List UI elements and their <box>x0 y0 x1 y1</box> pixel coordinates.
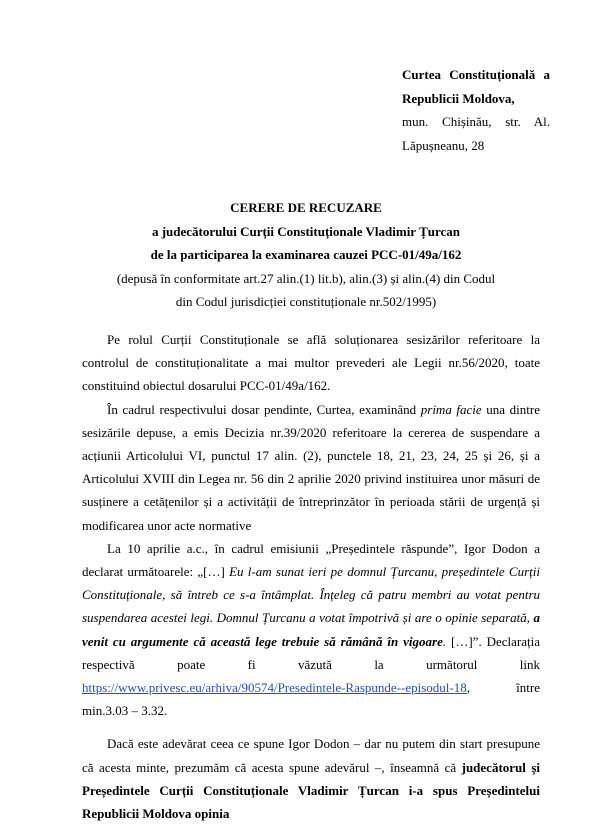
addressee-line-4: Lăpușneanu, 28 <box>402 137 485 153</box>
document-subtitle-1: a judecătorului Curții Constituționale Vladimir Țurcan <box>151 223 461 239</box>
document-note-2: din Codul jurisdicției constituționale nr.502/1995) <box>175 294 437 309</box>
addressee-line-2: Republicii Moldova, <box>402 90 515 106</box>
paragraph-1-text: Pe rolul Curții Constituționale se află soluționarea sesizărilor referitoare la controlul de constituționalitate a mai multor prevederi ale Legii nr.56/2020, toate constituind obiectul dosarului PCC-01/49a/162. <box>82 332 540 394</box>
document-heading: CERERE DE RECUZARE <box>230 200 382 215</box>
title-block <box>60 196 552 314</box>
paragraph-1 <box>82 328 540 398</box>
paragraph-2-text-b: una dintre sesizările depuse, a emis Decizia nr.39/2020 referitoare la cererea de suspendare a acțiunii Articolului VI, punctul 17 alin. (2), punctele 18, 21, 23, 24, 25 și 26, și a Articolului XVIII din Legea nr. 56 din 2 aprilie 2020 privind instituirea unor măsuri de susținere a cetățenilor și a activității de întreprinzător în perioada stării de urgență și modificarea unor acte normative <box>82 401 540 533</box>
paragraph-3-quote-italic: Eu l-am sunat ieri pe domnul Țurcanu, președintele Curții Constituționale, să întreb ce s-a întâmplat. Înțeleg că patru membri au votat pentru suspendarea acestei legi. Domnul Țurcanu a votat împotrivă și are o opinie separată, <box>82 564 540 626</box>
paragraph-2 <box>82 398 540 537</box>
paragraph-3-text-b: […]”. Declarația respectivă poate fi văzută la următorul link <box>82 633 540 672</box>
document-note-1: (depusă în conformitate art.27 alin.(1) lit.b), alin.(3) și alin.(4) din Codul <box>116 270 496 286</box>
paragraph-4 <box>82 732 540 825</box>
document-subtitle-2: de la participarea la examinarea cauzei PCC-01/49a/162 <box>150 247 462 262</box>
paragraph-3-quote-end: . <box>442 633 447 649</box>
paragraph-2-text-a: În cadrul respectivului dosar pendinte, Curtea, examinând <box>107 401 421 417</box>
addressee-block <box>402 63 550 157</box>
paragraph-4-bold: judecătorul și Președintele Curții Constituționale Vladimir Țurcan i-a spus Președintelui Republicii Moldova opinia <box>82 759 540 822</box>
paragraph-3-text-a: La 10 aprilie a.c., în cadrul emisiunii „Președintele răspunde”, Igor Dodon a declarat următoarele: „[…] <box>82 540 540 580</box>
paragraph-3-text-c: , între min.3.03 – 3.32. <box>82 680 540 719</box>
paragraph-4-text-a: Dacă este adevărat ceea ce spune Igor Dodon – dar nu putem din start presupune că acesta minte, prezumăm că acesta spune adevărul –, înseamnă că <box>82 736 540 775</box>
addressee-line-3: mun. Chișinău, str. Al. <box>402 114 550 129</box>
paragraph-3-quote-bold-italic: a venit cu argumente că această lege trebuie să rămână în vigoare <box>82 610 540 649</box>
paragraph-2-italic: prima facie <box>420 401 482 417</box>
body-text <box>82 328 540 825</box>
privesc-video-link[interactable]: https://www.privesc.eu/arhiva/90574/Presedintele-Raspunde--episodul-18 <box>82 680 467 696</box>
paragraph-3 <box>82 537 540 723</box>
addressee-line-1: Curtea Constituțională a <box>402 67 550 82</box>
